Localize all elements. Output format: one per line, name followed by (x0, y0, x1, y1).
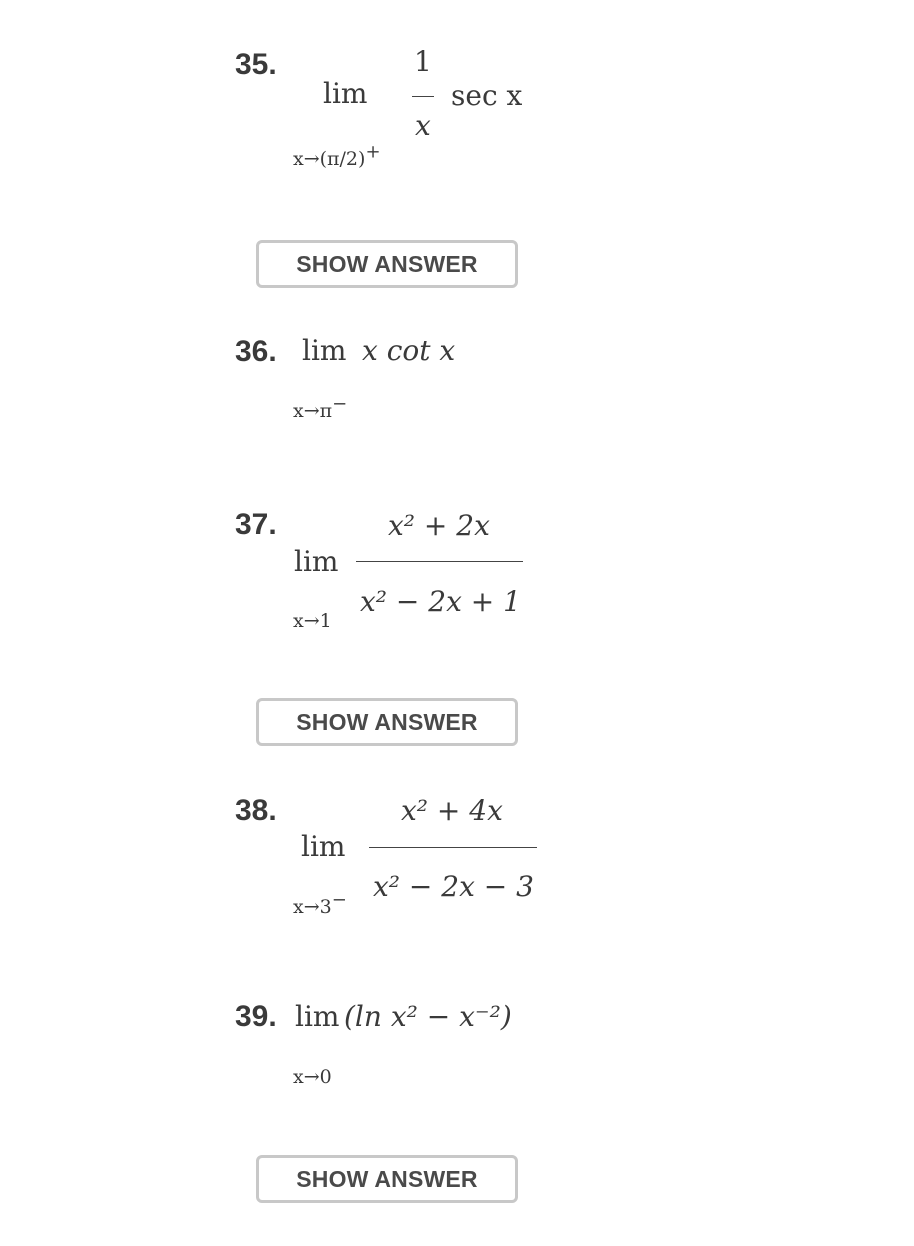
show-answer-button-37[interactable]: SHOW ANSWER (256, 698, 518, 746)
limit-operator: lim (301, 830, 346, 863)
problem-number-38: 38. (235, 794, 277, 827)
trailing-expression: sec x (451, 79, 523, 112)
limit-subscript: x→0 (293, 1066, 332, 1088)
limit-operator: lim (294, 545, 339, 578)
show-answer-button-35[interactable]: SHOW ANSWER (256, 240, 518, 288)
problem-number-37: 37. (235, 508, 277, 541)
problem-number-35: 35. (235, 48, 277, 81)
fraction-denominator: x² − 2x + 1 (360, 585, 521, 618)
fraction-bar (369, 847, 537, 848)
fraction-numerator: x² + 4x (401, 794, 503, 827)
fraction-numerator: 1 (414, 45, 432, 78)
problem-number-36: 36. (235, 335, 277, 368)
fraction-bar (356, 561, 523, 562)
fraction-denominator: x (415, 109, 431, 142)
limit-subscript: x→3− (293, 889, 347, 918)
problem-number-39: 39. (235, 1000, 277, 1033)
fraction-numerator: x² + 2x (388, 509, 490, 542)
limit-operator: lim (295, 1000, 340, 1033)
fraction-bar (412, 96, 434, 97)
fraction-denominator: x² − 2x − 3 (373, 870, 534, 903)
limit-expression: x cot x (362, 334, 456, 367)
limit-subscript: x→1 (293, 610, 332, 632)
show-answer-button-39[interactable]: SHOW ANSWER (256, 1155, 518, 1203)
limit-subscript: x→(π/2)+ (293, 141, 381, 170)
limit-subscript: x→π− (293, 393, 348, 422)
limit-operator: lim (323, 77, 368, 110)
limit-operator: lim (302, 334, 347, 367)
limit-expression: (ln x² − x⁻²) (344, 1000, 512, 1033)
